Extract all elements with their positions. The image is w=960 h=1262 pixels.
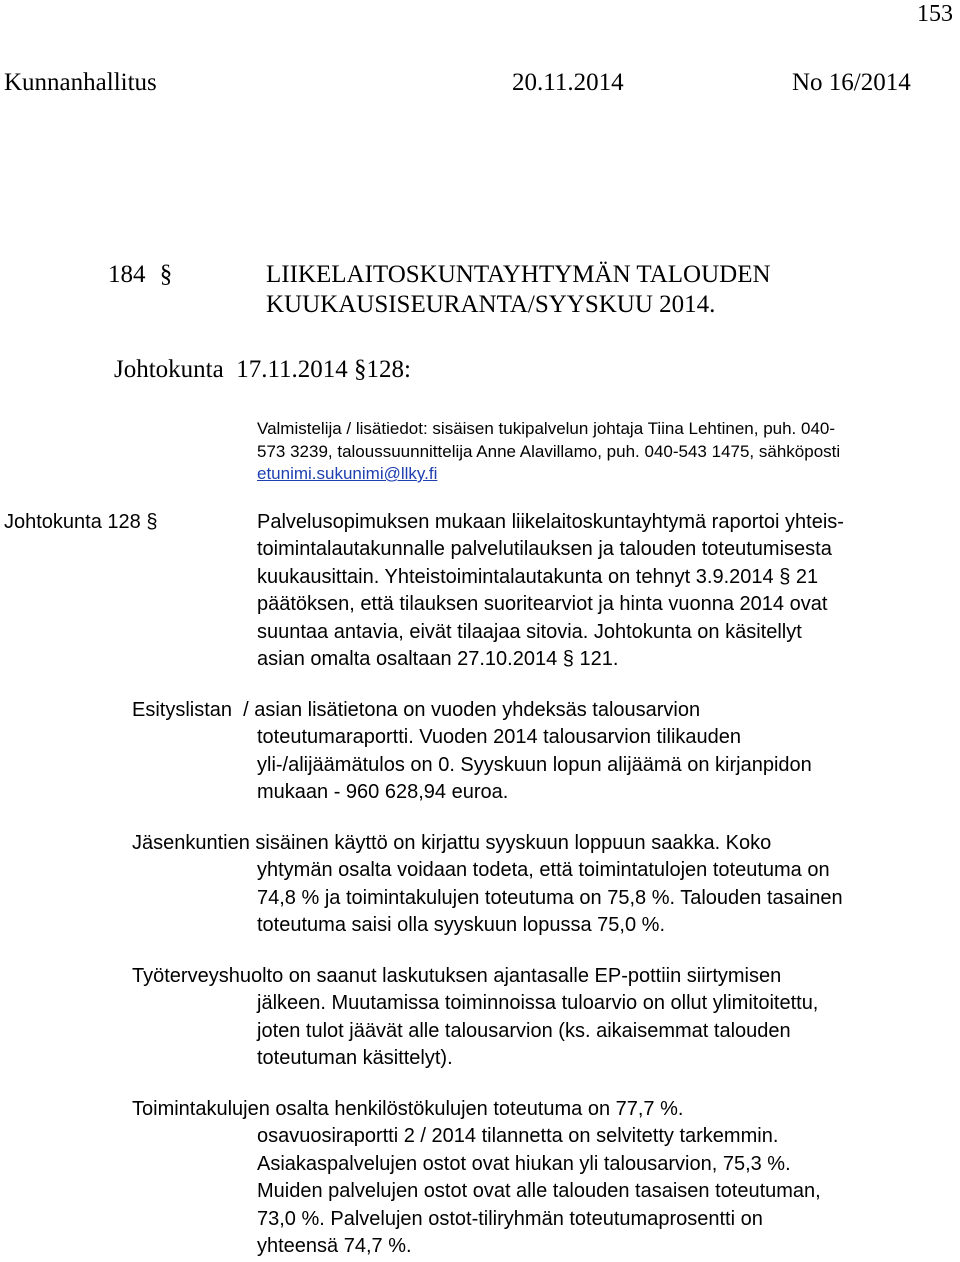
item-title	[266, 260, 771, 320]
paragraph-line	[257, 646, 844, 673]
paragraph-line: yli-/alijäämätulos on 0. Syyskuun lopun alijäämä on kirjanpidon	[257, 753, 812, 776]
paragraph-line-text: 121.	[573, 648, 619, 671]
header-meeting-number: No 16/2014	[792, 69, 911, 96]
item-title-line: LIIKELAITOSKUNTAYHTYMÄN TALOUDEN	[266, 261, 771, 288]
paragraph-service-agreement	[257, 509, 844, 673]
board-label	[4, 509, 157, 535]
paragraph-line-text: asian omalta osaltaan 27.10.2014	[257, 648, 563, 671]
paragraph-line: joten tulot jäävät alle talousarvion (ks. aikaisemmat talouden	[257, 1019, 791, 1042]
paragraph-line: toimintalautakunnalle palvelutilauksen ja talouden toteutumisesta	[257, 538, 832, 561]
preparer-line: Valmistelija / lisätiedot: sisäisen tukipalvelun johtaja Tiina Lehtinen, puh. 040-	[257, 419, 836, 438]
paragraph-line-text: kuukausittain. Yhteistoimintalautakunta on tehnyt 3.9.2014	[257, 565, 780, 588]
item-title-line: KUUKAUSISEURANTA/SYYSKUU 2014.	[266, 291, 716, 318]
section-mark: §	[562, 648, 574, 671]
paragraph-line: 74,8 % ja toimintakulujen toteutuma on 75,8 %. Talouden tasainen	[257, 886, 843, 909]
paragraph-line: yhtymän osalta voidaan todeta, että toimintatulojen toteutuma on	[257, 859, 830, 882]
paragraph-line: jälkeen. Muutamissa toiminnoissa tuloarvio on ollut ylimitoitettu,	[257, 992, 819, 1015]
paragraph-line	[257, 564, 844, 591]
paragraph-line: Työterveyshuolto on saanut laskutuksen ajantasalle EP-pottiin siirtymisen	[132, 965, 782, 987]
paragraph-line: Esityslistan / asian lisätietona on vuoden yhdeksäs talousarvion	[132, 699, 701, 721]
email-link[interactable]: etunimi.sukunimi@llky.fi	[257, 464, 438, 483]
paragraph-member-usage	[132, 830, 843, 940]
header-date: 20.11.2014	[512, 69, 624, 96]
paragraph-line: Asiakaspalvelujen ostot ovat hiukan yli talousarvion, 75,3 %.	[257, 1152, 791, 1175]
paragraph-line: toteutumaraportti. Vuoden 2014 talousarvion tilikauden	[257, 726, 742, 749]
paragraph-occupational-health	[132, 963, 818, 1073]
paragraph-line: suuntaa antavia, eivät tilaajaa sitovia. Johtokunta on käsitellyt	[257, 620, 802, 643]
paragraph-line-text: 21	[790, 565, 819, 588]
page-number: 153	[917, 1, 953, 27]
item-number	[108, 260, 172, 290]
paragraph-line: Toimintakulujen osalta henkilöstökulujen toteutuma on 77,7 %.	[132, 1098, 684, 1120]
section-mark: §	[354, 356, 367, 383]
section-mark: §	[779, 565, 791, 588]
paragraph-line: päätöksen, että tilauksen suoritearviot ja hinta vuonna 2014 ovat	[257, 593, 828, 616]
board-reference-number: 128:	[366, 356, 411, 383]
paragraph-line: Muiden palvelujen ostot ovat alle talouden tasaisen toteutuman,	[257, 1180, 821, 1203]
board-label-text: Johtokunta 128	[4, 511, 147, 533]
board-reference-text: Johtokunta 17.11.2014	[114, 356, 355, 383]
paragraph-operating-costs	[132, 1096, 821, 1260]
paragraph-line: Palvelusopimuksen mukaan liikelaitoskuntayhtymä raportoi yhteis-	[257, 511, 844, 533]
paragraph-line: 73,0 %. Palvelujen ostot-tiliryhmän toteutumaprosentti on	[257, 1207, 763, 1230]
preparer-info	[257, 418, 840, 486]
paragraph-budget-report	[132, 697, 812, 807]
preparer-line: 573 3239, taloussuunnittelija Anne Alavillamo, puh. 040-543 1475, sähköposti	[257, 441, 841, 461]
paragraph-line: mukaan - 960 628,94 euroa.	[257, 781, 509, 804]
section-mark: §	[146, 511, 158, 533]
paragraph-line: toteutuma saisi olla syyskuun lopussa 75,0 %.	[257, 914, 665, 937]
section-mark: §	[159, 261, 173, 288]
board-reference	[114, 355, 411, 385]
paragraph-line: osavuosiraportti 2 / 2014 tilannetta on selvitetty tarkemmin.	[257, 1125, 779, 1148]
paragraph-line: toteutuman käsittelyt).	[257, 1047, 453, 1070]
paragraph-line: yhteensä 74,7 %.	[257, 1235, 412, 1258]
item-number-value: 184	[108, 261, 146, 288]
header-body-name: Kunnanhallitus	[4, 69, 157, 96]
paragraph-line: Jäsenkuntien sisäinen käyttö on kirjattu syyskuun loppuun saakka. Koko	[132, 832, 772, 854]
